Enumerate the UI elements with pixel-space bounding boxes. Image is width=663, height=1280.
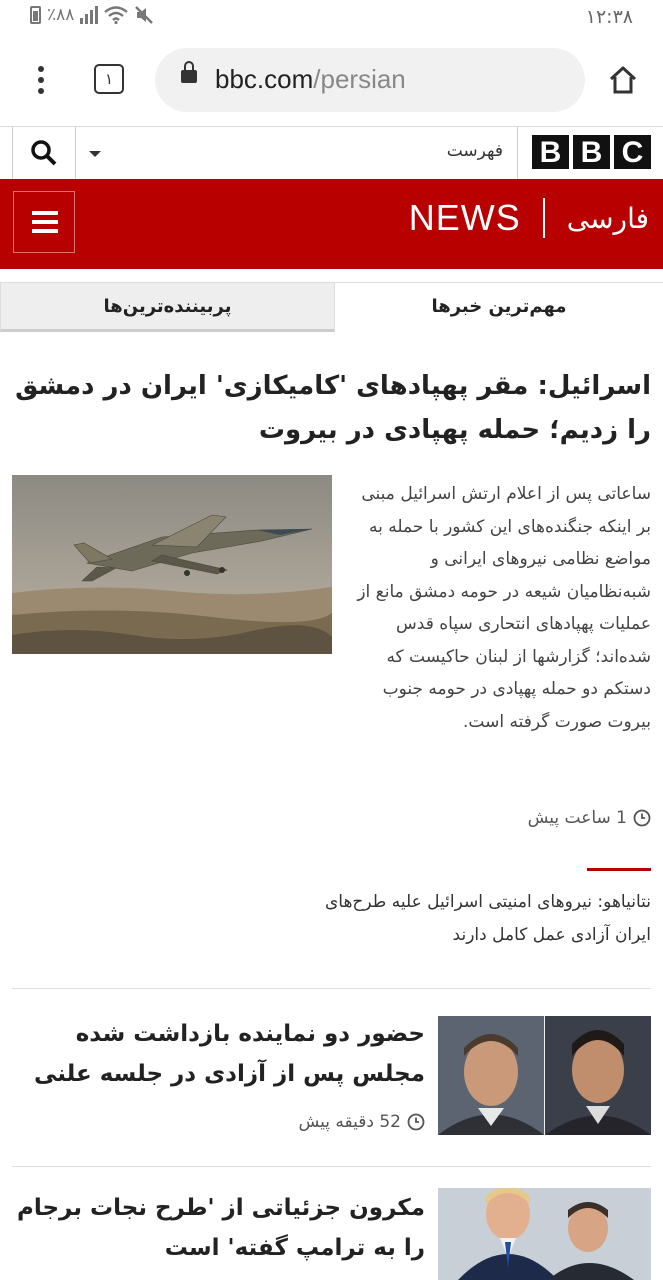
battery-icon	[30, 6, 41, 24]
status-time: ۱۲:۳۸	[585, 6, 633, 28]
lead-summary: ساعاتی پس از اعلام ارتش اسرائیل مبنی بر اینکه جنگنده‌های این کشور با حمله به مواضع نظامی نیروهای ایرانی و شبه‌نظامیان شیعه در حومه دمشق مانع از عملیات پهپادهای انتحاری سپاه قدس شده‌اند؛ گزارشها از لبنان حاکیست که دستکم دو حمله پهپادی در حومه جنوب بیروت صورت گرفته است.	[357, 484, 651, 732]
tab-most-read[interactable]: پربیننده‌ترین‌ها	[0, 282, 335, 332]
url-path: /persian	[313, 64, 406, 94]
story-title[interactable]: حضور دو نماینده بازداشت شده مجلس پس از آزادی در جلسه علنی	[33, 1021, 425, 1087]
mps-thumbnail[interactable]	[438, 1016, 651, 1135]
menu-dropdown[interactable]	[75, 127, 518, 179]
mute-icon	[134, 5, 154, 25]
related-story-link[interactable]: نتانیاهو: نیروهای امنیتی اسرائیل علیه طرح‌های ایران آزادی عمل کامل دارند	[324, 892, 651, 945]
logo-letter: C	[614, 135, 651, 169]
status-bar	[0, 0, 663, 34]
story-timestamp	[298, 1112, 425, 1132]
status-icons	[30, 5, 154, 25]
story-title[interactable]: مکرون جزئیاتی از 'طرح نجات برجام را به ترامپ گفته' است	[16, 1195, 425, 1261]
brand-divider	[543, 198, 545, 238]
logo-letter: B	[573, 135, 610, 169]
url-text	[215, 64, 406, 95]
tab-top-stories[interactable]: مهم‌ترین خبرها	[335, 282, 663, 332]
lead-headline[interactable]: اسرائیل: مقر پهپادهای 'کامیکازی' ایران در دمشق را زدیم؛ حمله پهپادی در بیروت	[15, 371, 651, 445]
chevron-down-icon	[89, 151, 101, 157]
tab-switcher-button[interactable]: ۱	[94, 64, 124, 94]
language-label: فارسی	[566, 201, 649, 235]
story-divider	[12, 1166, 651, 1167]
bbc-header	[0, 126, 663, 180]
menu-label: فهرست	[446, 141, 503, 161]
bbc-logo[interactable]	[532, 135, 651, 169]
related-accent-line	[587, 868, 651, 871]
clock-icon	[407, 1113, 425, 1131]
search-icon	[29, 138, 59, 168]
hamburger-menu-icon[interactable]	[13, 191, 75, 253]
wifi-icon	[104, 6, 128, 24]
address-bar[interactable]	[155, 48, 585, 112]
leaders-thumbnail[interactable]	[438, 1188, 651, 1280]
section-tabs	[0, 282, 663, 334]
search-button[interactable]	[12, 127, 76, 179]
signal-icon	[80, 6, 98, 24]
lead-timestamp	[528, 808, 651, 828]
home-icon[interactable]	[607, 64, 639, 96]
clock-icon	[633, 809, 651, 827]
url-domain: bbc.com	[215, 64, 314, 94]
news-bar	[0, 179, 663, 269]
logo-letter: B	[532, 135, 569, 169]
overflow-menu-icon[interactable]	[38, 66, 46, 99]
story-time-text: 52 دقیقه پیش	[298, 1112, 401, 1132]
fighter-jet-image[interactable]	[12, 475, 332, 654]
lock-icon	[181, 70, 197, 83]
news-label: NEWS	[408, 197, 521, 238]
battery-level: ٪۸۸	[47, 5, 75, 25]
story-divider	[12, 988, 651, 989]
browser-toolbar	[0, 34, 663, 126]
news-brand[interactable]	[409, 197, 649, 239]
lead-time-text: 1 ساعت پیش	[527, 808, 627, 828]
